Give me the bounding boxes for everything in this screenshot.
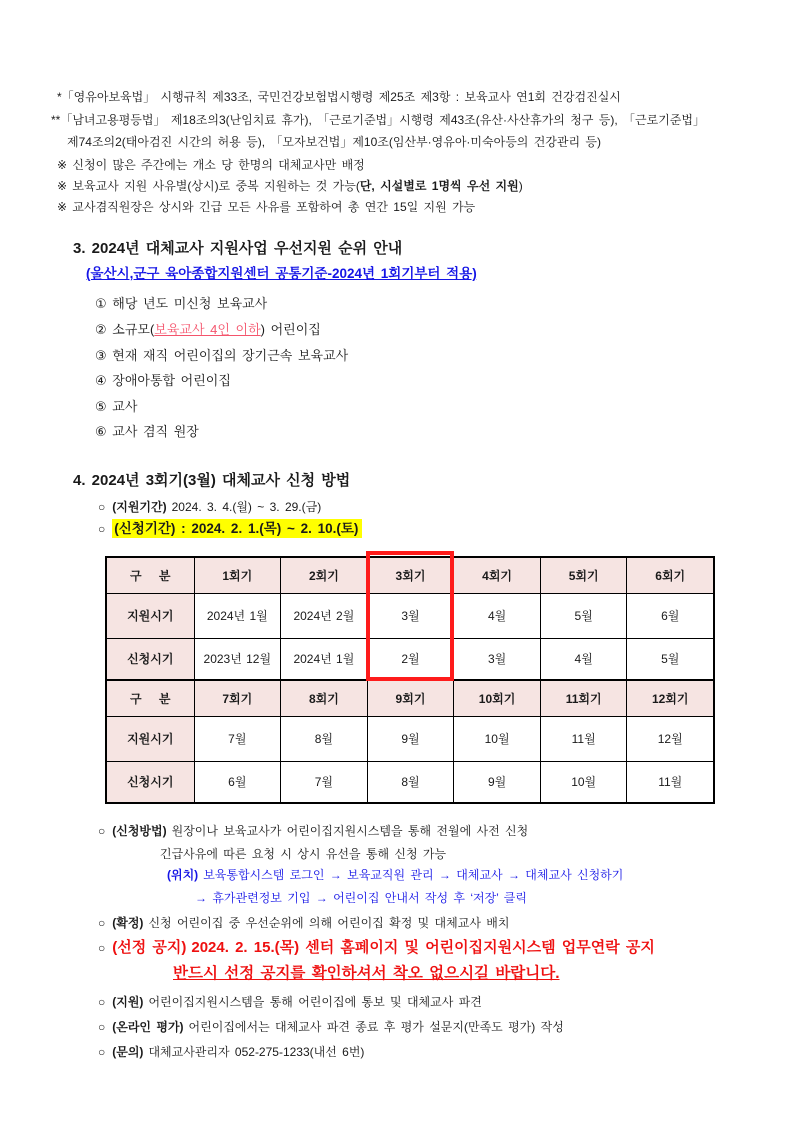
priority-item-2-prefix: ② 소규모( [95, 322, 155, 337]
note-duplicate-suffix: ) [518, 179, 523, 193]
detail-survey-text: 어린이집에서는 대체교사 파견 종료 후 평가 설문지(만족도 평가) 작성 [188, 1020, 564, 1034]
table-cell: 4월 [454, 593, 541, 638]
detail-dispatch-label: (지원) [112, 995, 144, 1009]
table-cell: 6월 [627, 593, 714, 638]
detail-method [98, 824, 528, 839]
note-duplicate-prefix: ※ 보육교사 지원 사유별(상시)로 중복 지원하는 것 가능( [57, 179, 360, 193]
table-cell: 2023년 12월 [194, 638, 281, 680]
circle-bullet-icon: ○ [98, 824, 106, 838]
note-assignment-limit: ※ 신청이 많은 주간에는 개소 당 한명의 대체교사만 배정 [57, 158, 365, 172]
footnote-law-2: **「남녀고용평등법」 제18조의3(난임치료 휴가), 「근로기준법」시행령 제43조(유산·사산휴가의 청구 등), 「근로기준법」 [51, 113, 705, 127]
detail-confirm-text: 신청 어린이집 중 우선순위에 의해 어린이집 확정 및 대체교사 배치 [148, 916, 510, 930]
table-cell: 2024년 2월 [281, 593, 368, 638]
table-cell: 2024년 1월 [281, 638, 368, 680]
detail-path [167, 868, 623, 883]
priority-item-1: ① 해당 년도 미신청 보육교사 [95, 296, 268, 311]
table-cell: 11월 [627, 761, 714, 803]
table-cell: 7월 [281, 761, 368, 803]
table-header-row-2 [106, 680, 714, 716]
section4-title: 4. 2024년 3회기(3월) 대체교사 신청 방법 [73, 472, 351, 489]
table-header-cell: 9회기 [367, 680, 454, 716]
priority-item-2-highlight: 보육교사 4인 이하 [154, 322, 261, 337]
table-cell: 8월 [367, 761, 454, 803]
table-row-label: 신청시기 [106, 638, 194, 680]
table-row-label: 지원시기 [106, 593, 194, 638]
note-duplicate-support [57, 179, 523, 194]
apply-period-highlight: (신청기간) : 2024. 2. 1.(목) ~ 2. 10.(토) [112, 519, 362, 538]
section3-title: 3. 2024년 대체교사 지원사업 우선지원 순위 안내 [73, 240, 403, 257]
table-row-apply-1 [106, 638, 714, 680]
table-cell: 10월 [454, 716, 541, 761]
table-cell: 8월 [281, 716, 368, 761]
schedule-table [105, 556, 715, 804]
detail-dispatch-text: 어린이집지원시스템을 통해 어린이집에 통보 및 대체교사 파견 [148, 995, 482, 1009]
detail-survey-label: (온라인 평가) [112, 1020, 184, 1034]
table-row-support-2 [106, 716, 714, 761]
detail-survey [98, 1020, 564, 1035]
table-header-cell: 8회기 [281, 680, 368, 716]
priority-item-2 [95, 322, 321, 338]
circle-bullet-icon: ○ [98, 500, 106, 514]
detail-contact-label: (문의) [112, 1045, 144, 1059]
detail-method-label: (신청방법) [112, 824, 167, 838]
priority-item-4: ④ 장애아통합 어린이집 [95, 373, 231, 388]
table-header-cell: 10회기 [454, 680, 541, 716]
table-row-apply-2 [106, 761, 714, 803]
table-cell: 5월 [627, 638, 714, 680]
detail-path-text: 보육통합시스템 로그인 → 보육교직원 관리 → 대체교사 → 대체교사 신청하기 [203, 868, 624, 882]
table-cell: 7월 [194, 716, 281, 761]
priority-item-2-suffix: ) 어린이집 [260, 322, 321, 337]
table-header-cell: 5회기 [540, 557, 627, 593]
note-duplicate-bold: 단, 시설별로 1명씩 우선 지원 [359, 179, 519, 193]
table-cell: 9월 [367, 716, 454, 761]
table-cell: 3월 [454, 638, 541, 680]
table-header-cell: 3회기 [367, 557, 454, 593]
table-header-cell: 12회기 [627, 680, 714, 716]
table-cell: 6월 [194, 761, 281, 803]
detail-confirm-label: (확정) [112, 916, 144, 930]
table-cell: 3월 [367, 593, 454, 638]
detail-notice [98, 939, 655, 958]
note-director-limit: ※ 교사겸직원장은 상시와 긴급 모든 사유를 포함하여 총 연간 15일 지원 가능 [57, 200, 476, 214]
table-cell: 2월 [367, 638, 454, 680]
detail-confirm [98, 916, 509, 931]
table-header-cell: 2회기 [281, 557, 368, 593]
table-cell: 2024년 1월 [194, 593, 281, 638]
detail-method-cont: 긴급사유에 따른 요청 시 상시 유선을 통해 신청 가능 [160, 847, 447, 861]
table-row-label: 신청시기 [106, 761, 194, 803]
table-cell: 12월 [627, 716, 714, 761]
table-header-cell: 4회기 [454, 557, 541, 593]
table-header-cell: 7회기 [194, 680, 281, 716]
table-cell: 5월 [540, 593, 627, 638]
circle-bullet-icon: ○ [98, 1045, 106, 1059]
support-period-line [98, 500, 321, 515]
circle-bullet-icon: ○ [98, 941, 106, 955]
detail-path-label: (위치) [167, 868, 199, 882]
detail-contact-text: 대체교사관리자 052-275-1233(내선 6번) [148, 1045, 365, 1059]
support-period-label: (지원기간) [112, 500, 167, 514]
footnote-law-1: *「영유아보육법」 시행규칙 제33조, 국민건강보험법시행령 제25조 제3항 : 보육교사 연1회 건강검진실시 [57, 90, 621, 104]
priority-item-5: ⑤ 교사 [95, 399, 138, 414]
apply-period-line [98, 521, 362, 538]
table-header-cell: 11회기 [540, 680, 627, 716]
table-cell: 11월 [540, 716, 627, 761]
table-header-row-1 [106, 557, 714, 593]
detail-notice-text: 2024. 2. 15.(목) 센터 홈페이지 및 어린이집지원시스템 업무연락 공지 [191, 939, 655, 956]
footnote-law-2-cont: 제74조의2(태아검진 시간의 허용 등), 「모자보건법」제10조(임산부·영유아·미숙아등의 건강관리 등) [67, 135, 601, 149]
detail-method-text: 원장이나 보육교사가 어린이집지원시스템을 통해 전월에 사전 신청 [171, 824, 529, 838]
circle-bullet-icon: ○ [98, 522, 106, 536]
table-cell: 10월 [540, 761, 627, 803]
priority-item-3: ③ 현재 재직 어린이집의 장기근속 보육교사 [95, 348, 349, 363]
priority-item-6: ⑥ 교사 겸직 원장 [95, 424, 199, 439]
section3-subtitle: (울산시,군구 육아종합지원센터 공통기준-2024년 1회기부터 적용) [86, 266, 477, 281]
table-row-label: 지원시기 [106, 716, 194, 761]
detail-dispatch [98, 995, 482, 1010]
circle-bullet-icon: ○ [98, 995, 106, 1009]
schedule-table-wrap [105, 556, 713, 804]
detail-notice-label: (선정 공지) [112, 939, 187, 956]
support-period-value: 2024. 3. 4.(월) ~ 3. 29.(금) [171, 500, 322, 514]
table-cell: 9월 [454, 761, 541, 803]
circle-bullet-icon: ○ [98, 916, 106, 930]
detail-notice-warning: 반드시 선정 공지를 확인하셔서 착오 없으시길 바랍니다. [173, 965, 560, 982]
circle-bullet-icon: ○ [98, 1020, 106, 1034]
detail-contact [98, 1045, 364, 1060]
table-header-cell: 구 분 [106, 557, 194, 593]
table-header-cell: 6회기 [627, 557, 714, 593]
detail-path-cont: → 휴가관련정보 기입 → 어린이집 안내서 작성 후 ‘저장’ 클릭 [195, 891, 527, 905]
table-row-support-1 [106, 593, 714, 638]
table-header-cell: 1회기 [194, 557, 281, 593]
table-cell: 4월 [540, 638, 627, 680]
table-header-cell: 구 분 [106, 680, 194, 716]
